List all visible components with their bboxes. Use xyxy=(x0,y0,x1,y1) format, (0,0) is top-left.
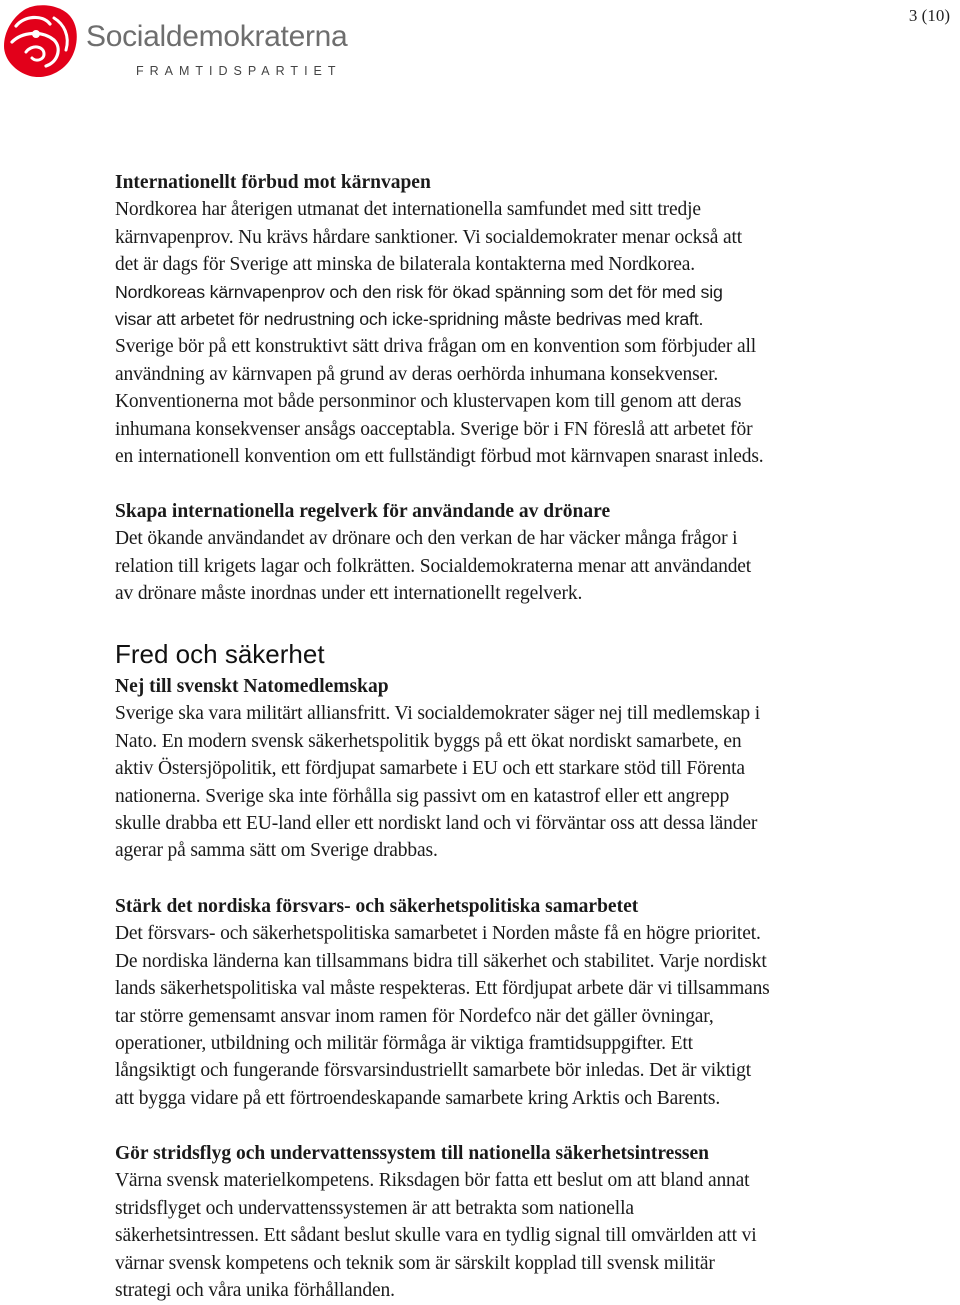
paragraph-line: Nordkoreas kärnvapenprov och den risk för ökad spänning som det för med sig xyxy=(115,281,723,302)
paragraph-line: användning av kärnvapen på grund av deras oerhörda inhumana konsekvenser. xyxy=(115,363,719,385)
paragraph-line: Det ökande användandet av drönare och den verkan de har väcker många frågor i xyxy=(115,528,738,550)
paragraph-line: att bygga vidare på ett förtroendeskapande samarbete kring Arktis och Barents. xyxy=(115,1087,721,1109)
paragraph-line: kärnvapenprov. Nu krävs hårdare sanktioner. Vi socialdemokrater menar också att xyxy=(115,226,742,248)
paragraph-line: operationer, utbildning och militär förmåga är viktiga framtidsuppgifter. Ett xyxy=(115,1033,693,1055)
paragraph-line: De nordiska länderna kan tillsammans bidra till säkerhet och stabilitet. Varje nordiskt xyxy=(115,950,767,972)
paragraph-line: inhumana konsekvenser ansågs oacceptabla. Sverige bör i FN föreslå att arbetet för xyxy=(115,418,753,440)
page-header xyxy=(0,0,960,90)
paragraph-line: agerar på samma sätt om Sverige drabbas. xyxy=(115,840,438,862)
paragraph-line: av drönare måste inordnas under ett internationellt regelverk. xyxy=(115,583,583,605)
paragraph-line: Värna svensk materielkompetens. Riksdagen bör fatta ett beslut om att bland annat xyxy=(115,1170,750,1192)
page-number: 3 (10) xyxy=(908,6,950,25)
paragraph-line: visar att arbetet för nedrustning och icke-spridning måste bedrivas med kraft. xyxy=(115,309,704,330)
section-heading: Gör stridsflyg och undervattenssystem till nationella säkerhetsintressen xyxy=(115,1143,710,1164)
paragraph-line: relation till krigets lagar och folkrätten. Socialdemokraterna menar att användandet xyxy=(115,555,752,577)
paragraph-line: nationerna. Sverige ska inte förhålla sig passivt om en katastrof eller ett angrepp xyxy=(115,785,730,807)
logo-tagline: FRAMTIDSPARTIET xyxy=(136,64,342,78)
paragraph-line: Nato. En modern svensk säkerhetspolitik byggs på ett ökat nordiskt samarbete, en xyxy=(115,730,742,752)
paragraph-line: Det försvars- och säkerhetspolitiska samarbetet i Norden måste få en högre prioritet. xyxy=(115,923,761,945)
section-heading: Internationellt förbud mot kärnvapen xyxy=(115,172,431,193)
chapter-heading: Fred och säkerhet xyxy=(115,639,325,669)
paragraph-line: Nordkorea har återigen utmanat det internationella samfundet med sitt tredje xyxy=(115,199,701,221)
section-drones-regulation xyxy=(115,498,850,608)
paragraph-line: Konventionerna mot både personminor och klustervapen kom till genom att deras xyxy=(115,391,742,413)
logo-wordmark: Socialdemokraterna xyxy=(86,20,348,53)
paragraph-line: långsiktigt och fungerande försvarsindustriellt samarbete bör inledas. Det är viktigt xyxy=(115,1060,751,1082)
paragraph-line: Sverige bör på ett konstruktivt sätt driva frågan om en konvention som förbjuder all xyxy=(115,336,757,358)
section-heading: Nej till svenskt Natomedlemskap xyxy=(115,676,389,697)
paragraph-line: en internationell konvention om ett fullständigt förbud mot kärnvapen snarast inleds. xyxy=(115,446,764,468)
paragraph-line: det är dags för Sverige att minska de bilaterala kontakterna med Nordkorea. xyxy=(115,254,696,276)
paragraph-line: skulle drabba ett EU-land eller ett nordiskt land och vi förväntar oss att dessa länder xyxy=(115,813,758,835)
paragraph-line: Sverige ska vara militärt alliansfritt. Vi socialdemokrater säger nej till medlemskap i xyxy=(115,703,760,725)
paragraph-line: värnar svensk kompetens och teknik som är särskilt kopplad till svensk militär xyxy=(115,1252,715,1274)
section-heading: Skapa internationella regelverk för användande av drönare xyxy=(115,501,611,522)
paragraph-line: stridsflyget och undervattenssystemen är att betrakta som nationella xyxy=(115,1197,634,1219)
paragraph-line: aktiv Östersjöpolitik, ett fördjupat samarbete i EU och ett starkare stöd till Förenta xyxy=(115,758,745,780)
section-nuclear-weapons-ban xyxy=(115,169,850,470)
paragraph-line: säkerhetsintressen. Ett sådant beslut skulle vara en tydlig signal till omvärlden att vi xyxy=(115,1225,757,1247)
section-heading: Stärk det nordiska försvars- och säkerhetspolitiska samarbetet xyxy=(115,896,639,917)
section-nato-membership xyxy=(115,673,850,865)
paragraph-line: strategi och våra unika förhållanden. xyxy=(115,1280,395,1302)
rose-logo-icon xyxy=(2,4,80,80)
paragraph-line: lands säkerhetspolitiska val måste respekteras. Ett fördjupat arbete där vi tillsammans xyxy=(115,978,770,1000)
section-national-security-interests xyxy=(115,1140,850,1304)
section-nordic-defence-cooperation xyxy=(115,893,850,1112)
paragraph-line: tar större gemensamt ansvar inom ramen för Nordefco när det gäller övningar, xyxy=(115,1005,714,1027)
